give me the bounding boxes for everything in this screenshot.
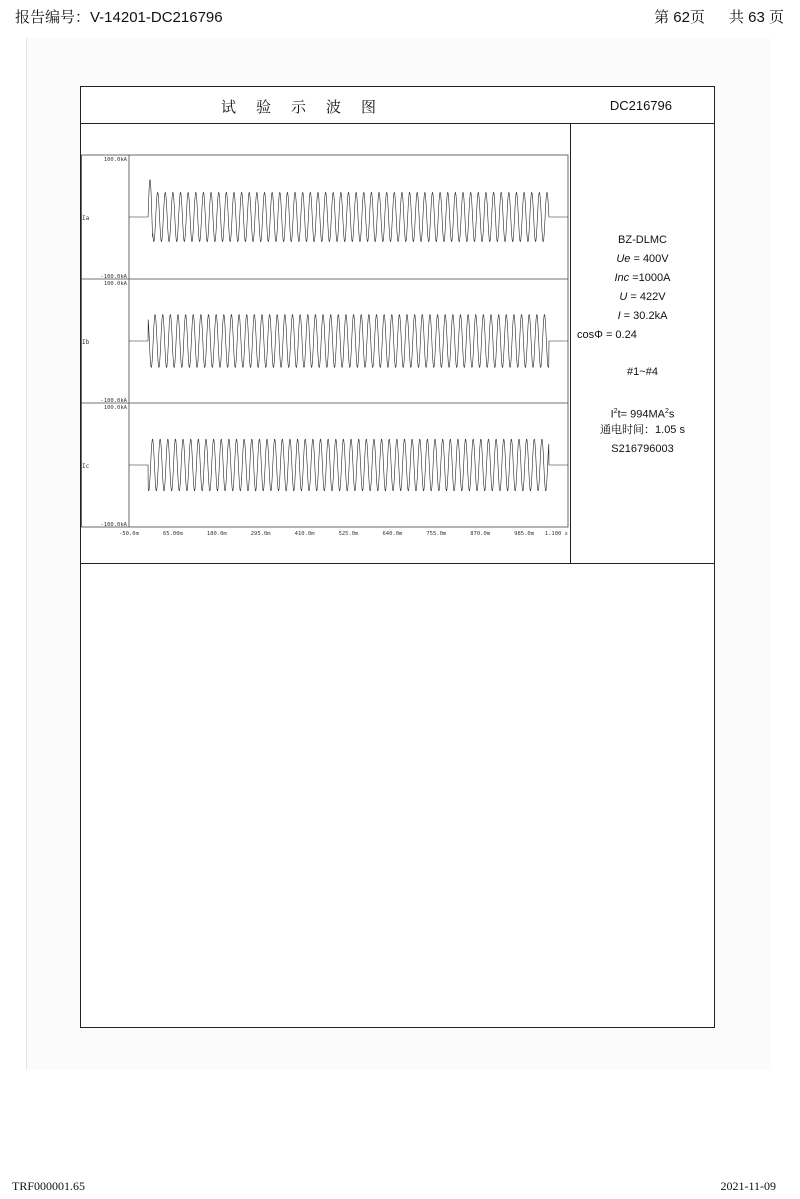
channel-label-ic: Ic	[82, 463, 90, 470]
y-tick-label: 100.0kA	[103, 281, 127, 287]
x-tick-label: 870.0m	[470, 531, 491, 537]
power-factor: cosΦ = 0.24	[577, 329, 637, 341]
doc-code: DC216796	[609, 98, 672, 113]
waveform-ia	[129, 180, 568, 242]
title-row	[81, 87, 714, 124]
sheet-title: 试验示波图	[221, 98, 397, 116]
test-current: I = 30.2kA	[617, 310, 668, 322]
y-tick-label: -100.0kA	[100, 274, 127, 280]
footer-date: 2021-11-09	[720, 1179, 776, 1193]
y-tick-label: 100.0kA	[103, 157, 127, 163]
model-label: BZ-DLMC	[618, 234, 667, 246]
pole-range: #1~#4	[627, 366, 658, 378]
test-voltage: U = 422V	[619, 291, 666, 303]
y-tick-label: -100.0kA	[100, 398, 127, 404]
x-tick-label: 640.0m	[382, 531, 403, 537]
i2t-value: $I^2t= 994MA^2s$	[610, 408, 675, 421]
page-indicator	[654, 6, 784, 27]
test-info-panel	[571, 123, 714, 563]
rated-voltage: Ue = 400V	[616, 253, 669, 265]
oscillogram-chart	[81, 123, 570, 563]
x-tick-label: 755.0m	[426, 531, 447, 537]
x-tick-label: 295.0m	[250, 531, 271, 537]
x-tick-label: 985.0m	[514, 531, 535, 537]
page-current: 第 62页	[654, 9, 705, 26]
x-tick-label: 1.100 s	[544, 531, 568, 537]
rated-current: Inc =1000A	[614, 272, 671, 284]
form-code: TRF000001.65	[12, 1179, 86, 1193]
waveform-ic	[129, 439, 568, 491]
page-total: 共 63 页	[728, 9, 784, 26]
oscillogram-area	[81, 123, 714, 564]
x-tick-label: -50.0m	[119, 531, 139, 537]
x-tick-label: 410.0m	[294, 531, 315, 537]
x-tick-label: 180.0m	[206, 531, 227, 537]
oscillogram-sheet	[80, 86, 715, 1028]
y-tick-label: 100.0kA	[103, 405, 127, 411]
x-tick-label: 525.0m	[338, 531, 359, 537]
report-number: 报告编号：V-14201-DC216796	[15, 9, 223, 26]
x-tick-label: 65.00m	[162, 531, 183, 537]
channel-label-ib: Ib	[82, 339, 90, 346]
channel-label-ia: Ia	[82, 215, 90, 222]
y-tick-label: -100.0kA	[100, 522, 127, 528]
sample-number: S216796003	[611, 443, 674, 455]
energized-duration: 通电时间：1.05 s	[600, 424, 685, 436]
waveform-ib	[129, 315, 568, 368]
